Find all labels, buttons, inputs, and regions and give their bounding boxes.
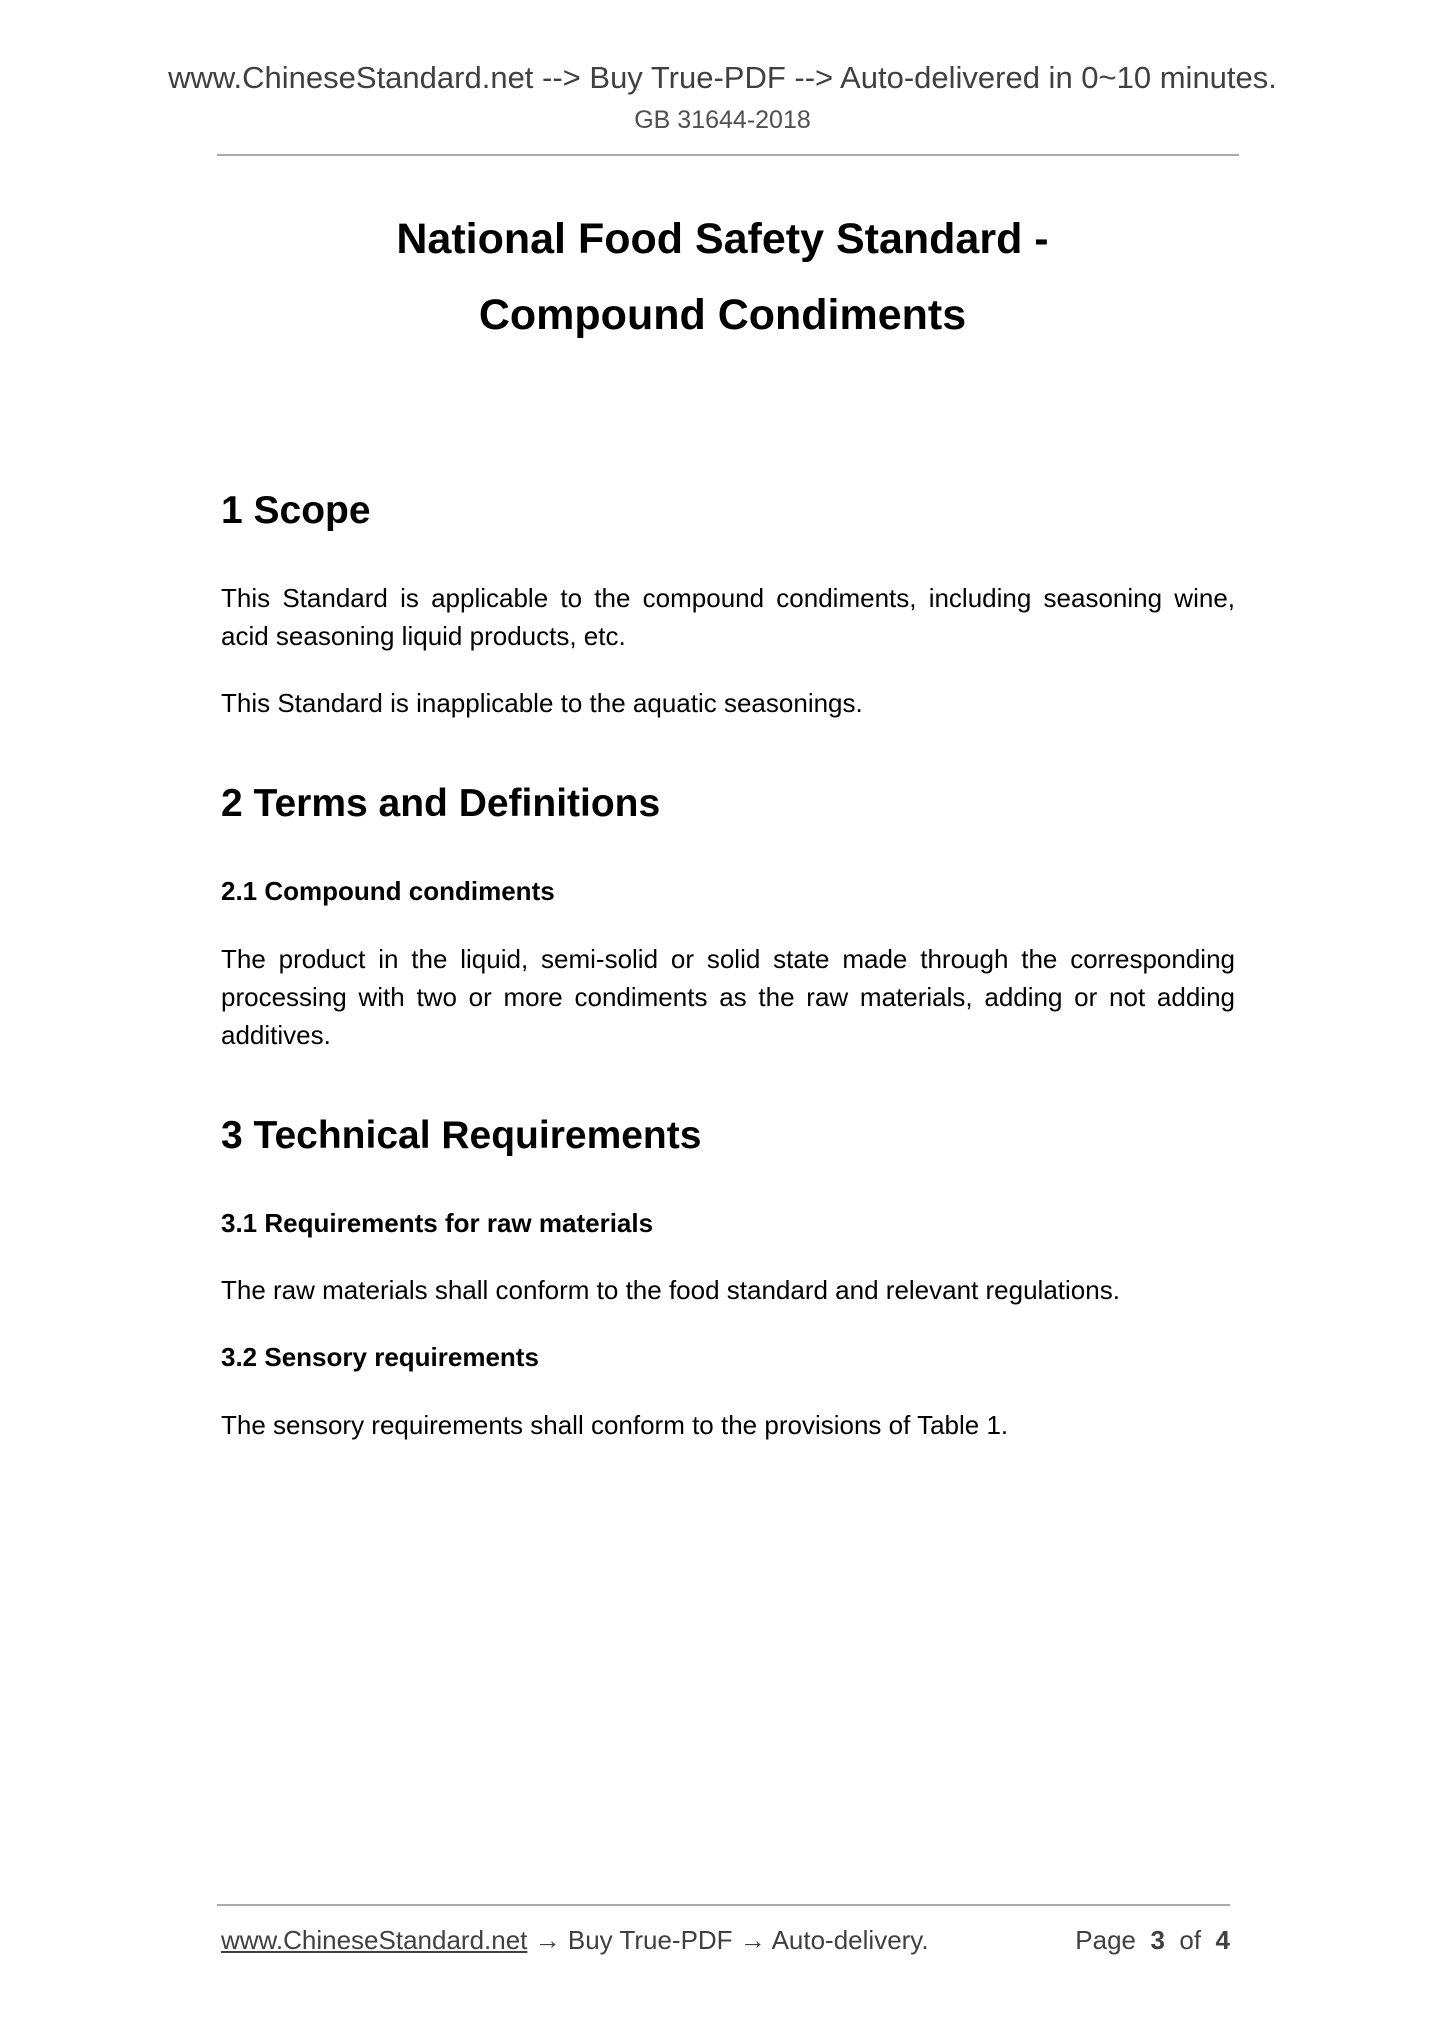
footer-promo [221,1922,929,1958]
page-total: 4 [1215,1925,1230,1955]
page-of-label: of [1179,1925,1202,1955]
subsection-heading-compound-condiments: 2.1 Compound condiments [221,876,555,906]
section-heading-scope: 1 Scope [221,489,371,532]
header-promo: www.ChineseStandard.net --> Buy True-PDF --> Auto-delivered in 0~10 minutes. [168,60,1277,95]
footer-site-link[interactable]: www.ChineseStandard.net [221,1925,528,1955]
footer [221,1922,1230,1958]
page-label: Page [1075,1925,1137,1955]
tech-paragraph-1: The raw materials shall conform to the food standard and relevant regulations. [221,1275,1120,1305]
footer-promo-text: → Buy True-PDF → Auto-delivery. [527,1925,929,1955]
section-heading-terms: 2 Terms and Definitions [221,782,661,825]
terms-paragraph-1: The product in the liquid, semi-solid or solid state made through the corresponding processing with two or more condiments as the raw materials, adding or not adding additives. [221,944,1235,1050]
document-title-line1: National Food Safety Standard - [396,215,1049,263]
section-heading-technical: 3 Technical Requirements [221,1114,702,1157]
footer-divider [217,1904,1230,1906]
page-indicator [1075,1922,1230,1958]
scope-paragraph-1: This Standard is applicable to the compound condiments, including seasoning wine, acid seasoning liquid products, etc. [221,583,1235,651]
page-current: 3 [1150,1925,1165,1955]
header-doc-id: GB 31644-2018 [634,106,811,134]
document-title-line2: Compound Condiments [478,291,967,339]
tech-paragraph-2: The sensory requirements shall conform to the provisions of Table 1. [221,1410,1009,1440]
header-divider [217,154,1239,156]
subsection-heading-sensory: 3.2 Sensory requirements [221,1342,539,1372]
scope-paragraph-2: This Standard is inapplicable to the aquatic seasonings. [221,688,863,718]
subsection-heading-raw-materials: 3.1 Requirements for raw materials [221,1208,654,1238]
